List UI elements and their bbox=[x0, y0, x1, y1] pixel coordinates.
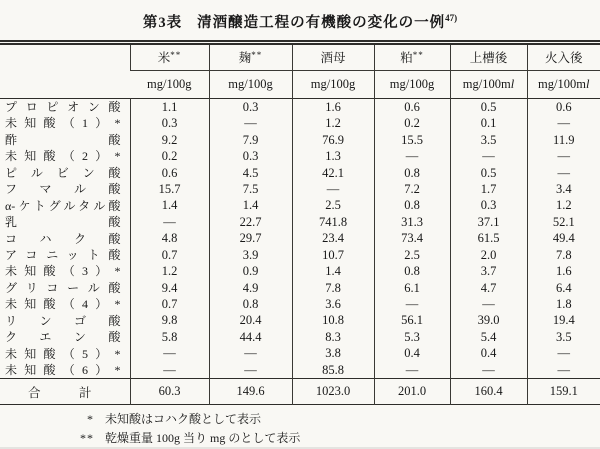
value-cell: 37.1 bbox=[450, 214, 527, 230]
table-row bbox=[0, 148, 600, 164]
value-cell: 1.1 bbox=[130, 98, 209, 115]
unit-italic: l bbox=[510, 76, 515, 91]
column-label: 酒母 bbox=[320, 51, 346, 66]
value-cell: 2.5 bbox=[292, 197, 374, 213]
table-row bbox=[0, 181, 600, 197]
column-label: 米 bbox=[157, 51, 171, 66]
total-value-cell: 160.4 bbox=[450, 379, 527, 405]
value-cell: 5.3 bbox=[374, 329, 450, 345]
value-cell: 7.8 bbox=[292, 280, 374, 296]
value-cell: — bbox=[527, 165, 600, 181]
value-cell: 0.3 bbox=[209, 148, 292, 164]
unit-cell bbox=[374, 70, 450, 98]
value-cell: — bbox=[209, 362, 292, 379]
value-cell: — bbox=[527, 148, 600, 164]
value-cell: — bbox=[527, 115, 600, 131]
value-cell: 2.5 bbox=[374, 247, 450, 263]
row-label: リンゴ酸 bbox=[5, 313, 121, 328]
unit-cell bbox=[292, 70, 374, 98]
unit-italic: l bbox=[585, 76, 590, 91]
table-number: 第3表 bbox=[142, 14, 183, 31]
value-cell: 0.4 bbox=[374, 345, 450, 361]
value-cell: 1.2 bbox=[130, 263, 209, 279]
value-cell: 73.4 bbox=[374, 230, 450, 246]
value-cell: 0.1 bbox=[450, 115, 527, 131]
column-label: 粕 bbox=[400, 51, 413, 66]
column-header-after-pressing bbox=[450, 42, 527, 70]
value-cell: 1.4 bbox=[130, 197, 209, 213]
value-cell: 4.9 bbox=[209, 280, 292, 296]
unit-text: mg/100m bbox=[538, 76, 586, 91]
unit-text: mg/100m bbox=[462, 76, 511, 91]
unit-cell bbox=[527, 70, 600, 98]
table-row bbox=[0, 345, 600, 361]
footnotes bbox=[0, 410, 600, 448]
value-cell: 31.3 bbox=[374, 214, 450, 230]
total-value-cell: 159.1 bbox=[527, 379, 600, 405]
value-cell: 5.4 bbox=[450, 329, 527, 345]
row-label: 乳酸 bbox=[5, 215, 121, 230]
column-marks: ** bbox=[412, 50, 424, 61]
value-cell: 8.3 bbox=[292, 329, 374, 345]
value-cell: 3.8 bbox=[292, 345, 374, 361]
value-cell: — bbox=[130, 345, 209, 361]
table-footer bbox=[0, 379, 600, 405]
unit-cell bbox=[450, 70, 527, 98]
value-cell: 52.1 bbox=[527, 214, 600, 230]
value-cell: 4.5 bbox=[209, 165, 292, 181]
value-cell: — bbox=[130, 214, 209, 230]
table-row bbox=[0, 115, 600, 131]
value-cell: 7.8 bbox=[527, 247, 600, 263]
table-row bbox=[0, 296, 600, 312]
table-header bbox=[0, 42, 600, 98]
value-cell: 0.3 bbox=[209, 98, 292, 115]
value-cell: 9.8 bbox=[130, 313, 209, 329]
value-cell: 3.4 bbox=[527, 181, 600, 197]
column-header-koji bbox=[209, 42, 292, 70]
corner-cell bbox=[0, 42, 130, 98]
total-value-cell: 149.6 bbox=[209, 379, 292, 405]
unit-text: mg/100g bbox=[389, 76, 435, 91]
value-cell: — bbox=[450, 362, 527, 379]
value-cell: 39.0 bbox=[450, 313, 527, 329]
value-cell: 10.8 bbox=[292, 313, 374, 329]
value-cell: 1.2 bbox=[527, 197, 600, 213]
value-cell: 0.8 bbox=[374, 197, 450, 213]
organic-acid-table bbox=[0, 40, 600, 405]
table-row bbox=[0, 197, 600, 213]
value-cell: 7.9 bbox=[209, 132, 292, 148]
value-cell: 4.8 bbox=[130, 230, 209, 246]
value-cell: 0.8 bbox=[374, 263, 450, 279]
value-cell: 0.8 bbox=[209, 296, 292, 312]
total-label: 合計 bbox=[28, 385, 92, 400]
value-cell: 49.4 bbox=[527, 230, 600, 246]
value-cell: 29.7 bbox=[209, 230, 292, 246]
row-label: 未知酸（6）* bbox=[5, 363, 121, 378]
row-label: アコニット酸 bbox=[5, 247, 121, 262]
value-cell: 3.6 bbox=[292, 296, 374, 312]
value-cell: 0.5 bbox=[450, 98, 527, 115]
row-label: ピルビン酸 bbox=[5, 165, 121, 180]
value-cell: 85.8 bbox=[292, 362, 374, 379]
value-cell: 1.4 bbox=[292, 263, 374, 279]
value-cell: 10.7 bbox=[292, 247, 374, 263]
value-cell: 42.1 bbox=[292, 165, 374, 181]
value-cell: 0.2 bbox=[130, 148, 209, 164]
value-cell: 0.6 bbox=[130, 165, 209, 181]
table-title bbox=[0, 8, 600, 33]
value-cell: 9.4 bbox=[130, 280, 209, 296]
value-cell: 7.5 bbox=[209, 181, 292, 197]
value-cell: 1.6 bbox=[292, 98, 374, 115]
column-header-after-pasteurization bbox=[527, 42, 600, 70]
value-cell: 0.6 bbox=[374, 98, 450, 115]
value-cell: 6.1 bbox=[374, 280, 450, 296]
value-cell: — bbox=[292, 181, 374, 197]
column-marks: ** bbox=[170, 50, 182, 61]
footnote-line bbox=[0, 429, 600, 448]
value-cell: 7.2 bbox=[374, 181, 450, 197]
unit-cell bbox=[209, 70, 292, 98]
table-row bbox=[0, 280, 600, 296]
row-label: 未知酸（2）* bbox=[5, 149, 121, 164]
table-row bbox=[0, 165, 600, 181]
value-cell: 0.9 bbox=[209, 263, 292, 279]
value-cell: — bbox=[374, 362, 450, 379]
total-value-cell: 60.3 bbox=[130, 379, 209, 405]
value-cell: 56.1 bbox=[374, 313, 450, 329]
unit-cell bbox=[130, 70, 209, 98]
value-cell: 0.2 bbox=[374, 115, 450, 131]
total-value-cell: 1023.0 bbox=[292, 379, 374, 405]
column-label: 上槽後 bbox=[469, 51, 508, 66]
value-cell: 6.4 bbox=[527, 280, 600, 296]
value-cell: — bbox=[527, 362, 600, 379]
value-cell: 9.2 bbox=[130, 132, 209, 148]
column-header-kasu bbox=[374, 42, 450, 70]
row-label: プロピオン酸 bbox=[5, 100, 121, 115]
row-label: α-ケトグルタル酸 bbox=[5, 198, 121, 213]
row-label: グリコール酸 bbox=[5, 280, 121, 295]
total-value-cell: 201.0 bbox=[374, 379, 450, 405]
table-row bbox=[0, 247, 600, 263]
value-cell: — bbox=[374, 296, 450, 312]
value-cell: 2.0 bbox=[450, 247, 527, 263]
value-cell: — bbox=[450, 148, 527, 164]
value-cell: — bbox=[209, 115, 292, 131]
value-cell: 0.8 bbox=[374, 165, 450, 181]
table-row bbox=[0, 263, 600, 279]
column-label: 火入後 bbox=[544, 51, 583, 66]
value-cell: 4.7 bbox=[450, 280, 527, 296]
column-marks: ** bbox=[251, 50, 263, 61]
footnote-marker: * bbox=[87, 412, 94, 427]
column-header-rice bbox=[130, 42, 209, 70]
value-cell: 0.4 bbox=[450, 345, 527, 361]
row-label: 酢酸 bbox=[5, 132, 121, 147]
value-cell: 1.3 bbox=[292, 148, 374, 164]
value-cell: 1.2 bbox=[292, 115, 374, 131]
value-cell: 1.7 bbox=[450, 181, 527, 197]
footnote-text: 未知酸はコハク酸として表示 bbox=[105, 412, 262, 427]
column-header-shubo bbox=[292, 42, 374, 70]
row-label: 未知酸（1）* bbox=[5, 116, 121, 131]
value-cell: 19.4 bbox=[527, 313, 600, 329]
table-body bbox=[0, 98, 600, 378]
unit-text: mg/100g bbox=[310, 76, 356, 91]
table-row bbox=[0, 214, 600, 230]
value-cell: 76.9 bbox=[292, 132, 374, 148]
row-label: コハク酸 bbox=[5, 231, 121, 246]
value-cell: 0.7 bbox=[130, 247, 209, 263]
row-label: フマル酸 bbox=[5, 182, 121, 197]
value-cell: 0.3 bbox=[130, 115, 209, 131]
row-label: 未知酸（4）* bbox=[5, 297, 121, 312]
value-cell: 0.3 bbox=[450, 197, 527, 213]
table-row bbox=[0, 313, 600, 329]
footnote-marker: ** bbox=[80, 431, 94, 446]
value-cell: — bbox=[130, 362, 209, 379]
value-cell: 3.5 bbox=[527, 329, 600, 345]
total-row bbox=[0, 379, 600, 405]
value-cell: — bbox=[374, 148, 450, 164]
value-cell: 1.6 bbox=[527, 263, 600, 279]
value-cell: 1.8 bbox=[527, 296, 600, 312]
value-cell: 741.8 bbox=[292, 214, 374, 230]
value-cell: 15.5 bbox=[374, 132, 450, 148]
header-names-row bbox=[0, 42, 600, 70]
value-cell: 3.5 bbox=[450, 132, 527, 148]
value-cell: 15.7 bbox=[130, 181, 209, 197]
value-cell: — bbox=[527, 345, 600, 361]
value-cell: 22.7 bbox=[209, 214, 292, 230]
reference-number: 47) bbox=[445, 13, 458, 23]
footnote-line bbox=[0, 410, 600, 429]
row-label: 未知酸（3）* bbox=[5, 264, 121, 279]
value-cell: 44.4 bbox=[209, 329, 292, 345]
unit-text: mg/100g bbox=[228, 76, 273, 91]
row-label: クエン酸 bbox=[5, 330, 121, 345]
table-row bbox=[0, 362, 600, 379]
footnote-text: 乾燥重量 100g 当り mg のとして表示 bbox=[105, 431, 301, 446]
value-cell: — bbox=[450, 296, 527, 312]
table-row bbox=[0, 329, 600, 345]
value-cell: 0.5 bbox=[450, 165, 527, 181]
value-cell: 20.4 bbox=[209, 313, 292, 329]
value-cell: 0.6 bbox=[527, 98, 600, 115]
unit-text: mg/100g bbox=[147, 76, 192, 91]
value-cell: 3.9 bbox=[209, 247, 292, 263]
value-cell: 11.9 bbox=[527, 132, 600, 148]
table-title-text: 清酒醸造工程の有機酸の変化の一例 bbox=[197, 14, 446, 31]
value-cell: 0.7 bbox=[130, 296, 209, 312]
column-label: 麹 bbox=[238, 51, 252, 66]
value-cell: — bbox=[209, 345, 292, 361]
value-cell: 1.4 bbox=[209, 197, 292, 213]
value-cell: 5.8 bbox=[130, 329, 209, 345]
table-row bbox=[0, 132, 600, 148]
value-cell: 23.4 bbox=[292, 230, 374, 246]
table-row bbox=[0, 230, 600, 246]
value-cell: 61.5 bbox=[450, 230, 527, 246]
row-label: 未知酸（5）* bbox=[5, 346, 121, 361]
table-row bbox=[0, 98, 600, 115]
value-cell: 3.7 bbox=[450, 263, 527, 279]
